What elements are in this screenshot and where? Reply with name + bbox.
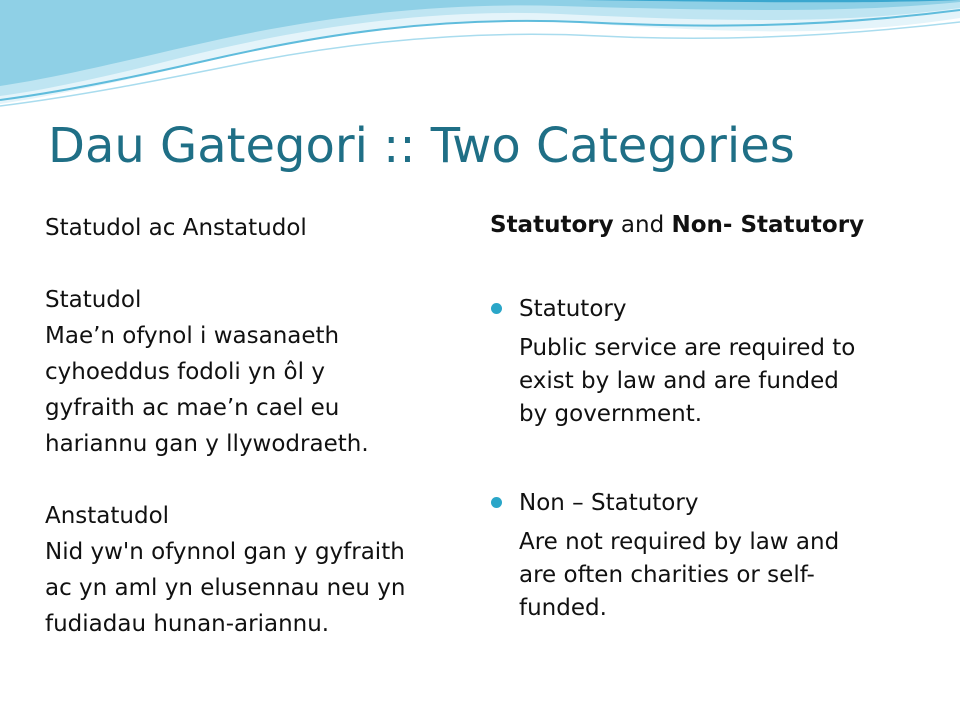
bullet-dot-icon	[491, 497, 502, 508]
bullet-description-line: are often charities or self-	[519, 562, 815, 588]
bullet-item-statutory	[490, 294, 930, 431]
bullet-description-line: Are not required by law and	[519, 529, 840, 555]
welsh-statutory-line: cyhoeddus fodoli yn ôl y	[45, 359, 325, 385]
english-heading-statutory: Statutory	[490, 212, 614, 238]
welsh-heading: Statudol ac Anstatudol	[45, 215, 307, 241]
bullet-term: Non – Statutory	[519, 490, 699, 516]
welsh-statutory-line: hariannu gan y llywodraeth.	[45, 431, 369, 457]
bullet-item-non-statutory	[490, 488, 930, 625]
welsh-nonstatutory-line: Nid yw'n ofynnol gan y gyfraith	[45, 539, 405, 565]
welsh-nonstatutory-line: fudiadau hunan-ariannu.	[45, 611, 330, 637]
bullet-description	[490, 332, 930, 431]
bullet-description-line: Public service are required to	[519, 335, 856, 361]
welsh-statutory-line: Mae’n ofynol i wasanaeth	[45, 323, 340, 349]
welsh-nonstatutory-line: ac yn aml yn elusennau neu yn	[45, 575, 406, 601]
welsh-statutory-term: Statudol	[45, 287, 142, 313]
welsh-statutory-line: gyfraith ac mae’n cael eu	[45, 395, 340, 421]
bullet-description	[490, 526, 930, 625]
bullet-term: Statutory	[519, 296, 627, 322]
spacer	[45, 462, 470, 498]
bullet-description-line: exist by law and are funded	[519, 368, 839, 394]
welsh-column	[45, 210, 470, 642]
english-heading	[490, 210, 930, 240]
bullet-row	[490, 294, 930, 324]
welsh-nonstatutory-term: Anstatudol	[45, 503, 170, 529]
english-column	[490, 210, 930, 621]
decorative-wave-header	[0, 0, 960, 120]
bullet-description-line: funded.	[519, 595, 607, 621]
bullet-description-line: by government.	[519, 401, 703, 427]
english-heading-nonstatutory: Non- Statutory	[671, 212, 865, 238]
english-heading-and: and	[613, 212, 672, 238]
bullet-row	[490, 488, 930, 518]
spacer	[45, 246, 470, 282]
bullet-dot-icon	[491, 303, 502, 314]
slide-title: Dau Gategori :: Two Categories	[48, 118, 795, 174]
